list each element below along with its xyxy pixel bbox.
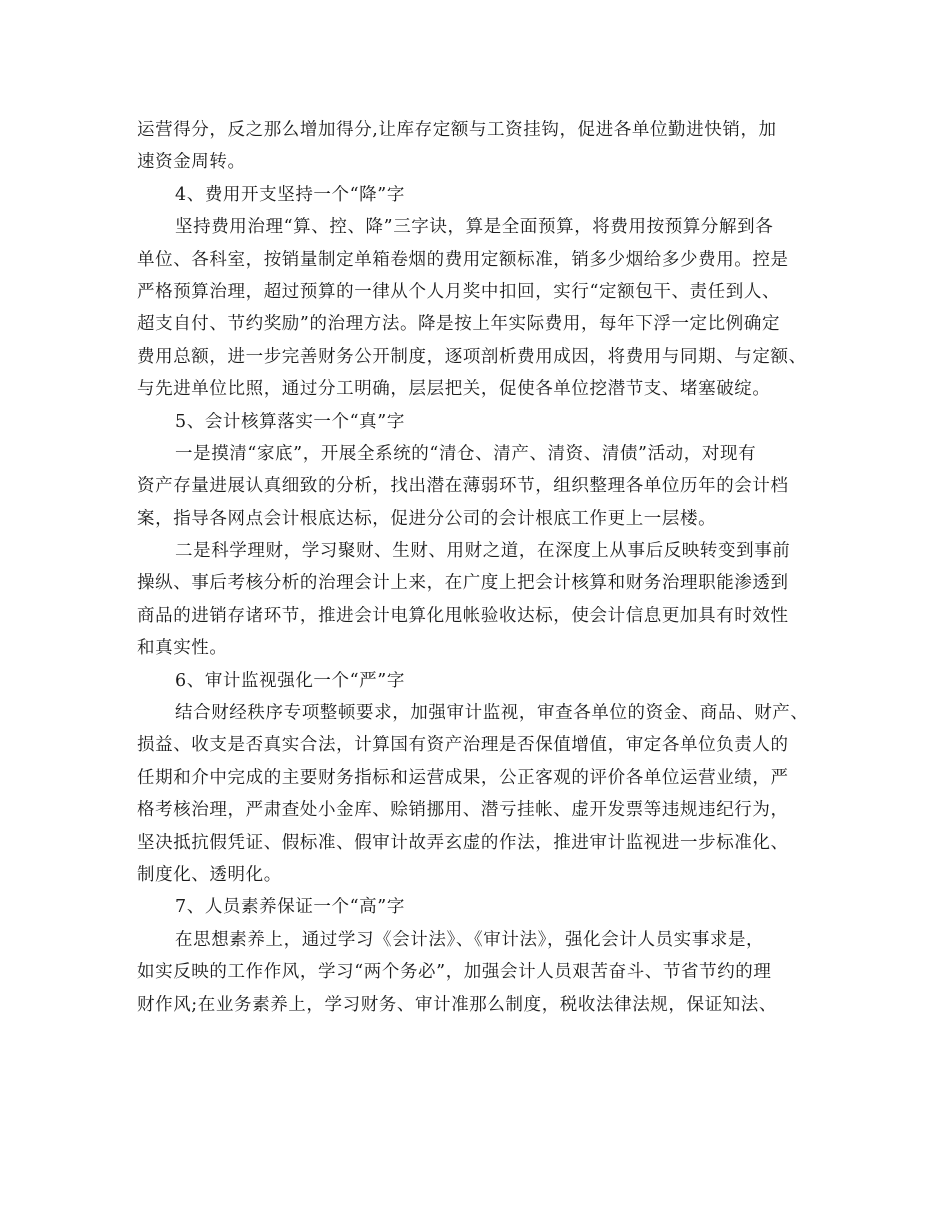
text-line: 制度化、透明化。: [137, 864, 282, 885]
text-line: 格考核治理，严肃查处小金库、赊销挪用、潜亏挂帐、虚开发票等违规违纪行为，: [137, 800, 789, 821]
text-line: 操纵、事后考核分析的治理会计上来，在广度上把会计核算和财务治理职能渗透到: [137, 573, 789, 594]
section-heading: 4、费用开支坚持一个“降”字: [175, 184, 405, 205]
section-heading: 7、人员素养保证一个“高”字: [175, 897, 405, 918]
text-line: 坚持费用治理“算、控、降”三字诀，算是全面预算，将费用按预算分解到各: [175, 217, 774, 238]
text-line: 任期和介中完成的主要财务指标和运营成果，公正客观的评价各单位运营业绩，严: [137, 767, 789, 788]
text-line: 单位、各科室，按销量制定单箱卷烟的费用定额标准，销多少烟给多少费用。控是: [137, 249, 789, 270]
text-line: 与先进单位比照，通过分工明确，层层把关，促使各单位挖潜节支、堵塞破绽。: [137, 379, 771, 400]
text-line: 一是摸清“家底”，开展全系统的“清仓、清产、清资、清债”活动，对现有: [175, 443, 757, 464]
text-line: 二是科学理财，学习聚财、生财、用财之道，在深度上从事后反映转变到事前: [175, 541, 791, 562]
text-line: 运营得分，反之那么增加得分,让库存定额与工资挂钩，促进各单位勤进快销，加: [137, 120, 777, 140]
text-line: 速资金周转。: [137, 152, 246, 173]
text-line: 超支自付、节约奖励”的治理方法。降是按上年实际费用，每年下浮一定比例确定: [137, 314, 781, 335]
section-heading: 5、会计核算落实一个“真”字: [175, 411, 405, 432]
section-heading: 6、审计监视强化一个“严”字: [175, 670, 405, 691]
text-line: 如实反映的工作作风，学习“两个务必”，加强会计人员艰苦奋斗、节省节约的理: [137, 962, 772, 983]
text-line: 案，指导各网点会计根底达标，促进分公司的会计根底工作更上一层楼。: [137, 508, 717, 529]
text-line: 结合财经秩序专项整顿要求，加强审计监视，审查各单位的资金、商品、财产、: [175, 703, 809, 724]
text-line: 费用总额，进一步完善财务公开制度，逐项剖析费用成因，将费用与同期、与定额、: [137, 346, 807, 367]
text-line: 财作风;在业务素养上，学习财务、审计准那么制度，税收法律法规，保证知法、: [137, 994, 777, 1015]
text-line: 资产存量进展认真细致的分析，找出潜在薄弱环节，组织整理各单位历年的会计档: [137, 476, 789, 497]
document-body: [137, 114, 827, 1021]
text-line: 在思想素养上，通过学习《会计法》、《审计法》，强化会计人员实事求是，: [175, 929, 765, 950]
text-line: 和真实性。: [137, 638, 228, 659]
text-line: 严格预算治理，超过预算的一律从个人月奖中扣回，实行“定额包干、责任到人、: [137, 281, 781, 302]
text-line: 商品的进销存诸环节，推进会计电算化甩帐验收达标，使会计信息更加具有时效性: [137, 605, 789, 626]
text-line: 损益、收支是否真实合法，计算国有资产治理是否保值增值，审定各单位负责人的: [137, 735, 789, 756]
text-line: 坚决抵抗假凭证、假标准、假审计故弄玄虚的作法，推进审计监视进一步标准化、: [137, 832, 789, 853]
